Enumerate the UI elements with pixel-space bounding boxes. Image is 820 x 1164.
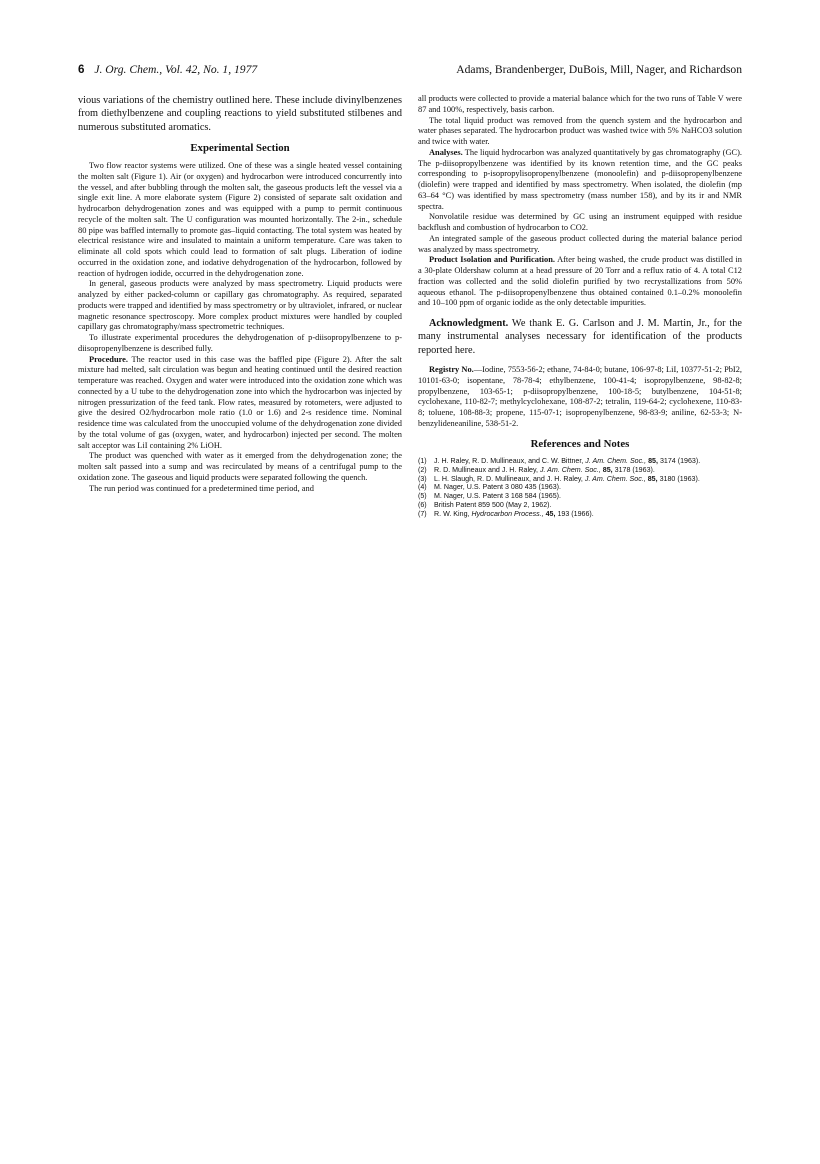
reference-volume: 85, bbox=[647, 474, 658, 483]
reference-number: (4) bbox=[418, 483, 427, 492]
analyses-paragraph bbox=[418, 148, 742, 213]
registry-paragraph bbox=[418, 365, 742, 430]
product-isolation-paragraph bbox=[418, 255, 742, 309]
reference-authors: R. W. King, bbox=[434, 510, 470, 519]
page-number: 6 bbox=[78, 63, 85, 76]
acknowledgment-text: We thank E. G. Carlson and J. M. Martin, Jr., for the many instrumental analyses necessary for identification of the products reported here. bbox=[418, 318, 743, 356]
reference-text bbox=[434, 501, 742, 509]
reference-volume: 45, bbox=[545, 510, 556, 519]
intro-paragraph: vious variations of the chemistry outlined here. These include divinylbenzenes from diethylbenzene and coupling reactions to yield substituted stilbenes and numerous substituted aromatics. bbox=[78, 95, 402, 133]
reference-item bbox=[418, 466, 742, 474]
reference-authors: R. D. Mullineaux and J. H. Raley, bbox=[434, 465, 538, 474]
right-paragraph-2: The total liquid product was removed from the quench system and the hydrocarbon and water phases separated. The hydrocarbon product was washed twice with 5% NaHCO3 solution and twice with water. bbox=[418, 115, 742, 146]
reference-volume: 85, bbox=[602, 465, 613, 474]
reference-text bbox=[434, 510, 742, 518]
reference-item bbox=[418, 492, 742, 500]
reference-number: (6) bbox=[418, 501, 427, 510]
acknowledgment-paragraph bbox=[418, 317, 742, 357]
reference-item bbox=[418, 457, 742, 465]
reference-item bbox=[418, 510, 742, 518]
reference-journal: J. Am. Chem. Soc., bbox=[585, 456, 647, 465]
reference-pages: 3174 (1963). bbox=[659, 456, 701, 465]
reference-number: (3) bbox=[418, 474, 427, 483]
experimental-paragraph-3: To illustrate experimental procedures the dehydrogenation of p-diisopropylbenzene to p-diisopropenylbenzene is described fully. bbox=[78, 333, 402, 353]
analyses-label: Analyses. bbox=[429, 147, 463, 157]
reference-authors: British Patent 859 500 (May 2, 1962). bbox=[434, 501, 552, 510]
reference-journal: J. Am. Chem. Soc., bbox=[584, 474, 646, 483]
procedure-paragraph bbox=[78, 355, 402, 452]
reference-authors: M. Nager, U.S. Patent 3 168 584 (1965). bbox=[434, 492, 561, 501]
reference-item bbox=[418, 483, 742, 491]
product-isolation-label: Product Isolation and Purification. bbox=[429, 255, 555, 265]
analyses-text: The liquid hydrocarbon was analyzed quantitatively by gas chromatography (GC). The p-diisopropylbenzene was identified by its known retention time, and the GC peaks corresponding to p-isopropylisopropenylbenzene (monoolefin) and p-diisopropenylbenzene (diolefin) were trapped and identified by mass spectrometry. When isolated, the diolefin (mp 63–64 °C) was identified by mass spectrometry (mass number 158), and by its ir and NMR spectra. bbox=[418, 147, 742, 211]
reference-number: (7) bbox=[418, 510, 427, 519]
reference-text bbox=[434, 466, 742, 474]
reference-pages: 3180 (1963). bbox=[659, 474, 700, 483]
reference-number: (1) bbox=[418, 456, 427, 465]
header-left bbox=[78, 63, 257, 76]
reference-text bbox=[434, 483, 742, 491]
reference-pages: 193 (1966). bbox=[557, 510, 594, 519]
right-paragraph-1: all products were collected to provide a material balance which for the two runs of Table V were 87 and 100%, respectively, basis carbon. bbox=[418, 94, 742, 114]
registry-text: —Iodine, 7553-56-2; ethane, 74-84-0; butane, 106-97-8; LiI, 10377-51-2; PbI2, 10101-63-0; isopentane, 78-78-4; ethylbenzene, 100-41-4; isopropylbenzene, 98-82-8; propylbenzene, 103-65-1; p-diisopropylbenzene, 100-18-5; butylbenzene, 104-51-8; cyclohexane, 110-82-7; methylcyclohexane, 108-87-2; tetralin, 119-64-2; cyclohexene, 110-83-8; toluene, 108-88-3; propene, 115-07-1; isopropenylbenzene, 98-83-9; aniline, 62-53-3; N-benzylideneaniline, 538-51-2. bbox=[418, 365, 743, 428]
reference-authors: L. H. Slaugh, R. D. Mullineaux, and J. H. Raley, bbox=[434, 474, 583, 483]
reference-authors: M. Nager, U.S. Patent 3 080 435 (1963). bbox=[434, 483, 561, 492]
reference-volume: 85, bbox=[648, 456, 658, 465]
reference-text bbox=[434, 457, 742, 465]
experimental-paragraph-2: In general, gaseous products were analyzed by mass spectrometry. Liquid products were analyzed by either packed-column or capillary gas chromatography. As required, separated products were trapped and identified by mass spectrometry or by ultraviolet, infrared, or nuclear magnetic resonance spectroscopy. More complex product mixtures were handled by coupled capillary gas chromatography/mass spectrometric techniques. bbox=[78, 279, 402, 332]
right-column bbox=[418, 94, 742, 519]
procedure-text: The reactor used in this case was the baffled pipe (Figure 2). After the salt mixture had melted, salt circulation was begun and heating continued until the desired reaction temperature was reached. Oxygen and water were introduced into the oxidation zone which was connected by a U tube to the dehydrogenation zone into which the hydrocarbon was injected by nitrogen pressurization of the feed tank. Flow rates, measured by rotometers, were adjusted to give the desired O2/hydrocarbon mole ratio (1.0 or 1.6) and 2-s residence time. Nominal residence time was calculated from the unoccupied volume of the dehydrogenation zone divided by the total volume of gas (oxygen, water, and hydrocarbon) injected per second. The molten salt acceptor was LiI containing 2% LiOH. bbox=[78, 354, 402, 450]
reference-item bbox=[418, 475, 742, 483]
reference-number: (5) bbox=[418, 492, 427, 501]
section-heading: Experimental Section bbox=[190, 142, 290, 155]
left-column bbox=[78, 94, 402, 494]
right-paragraph-5: An integrated sample of the gaseous product collected during the material balance period was analyzed by mass spectrometry. bbox=[418, 233, 742, 254]
running-header bbox=[78, 63, 742, 79]
reference-journal: J. Am. Chem. Soc., bbox=[539, 465, 601, 474]
references-list bbox=[418, 457, 742, 519]
reference-number: (2) bbox=[418, 465, 427, 474]
right-paragraph-4: Nonvolatile residue was determined by GC using an instrument equipped with residue backflush and combustion of hydrocarbon to CO2. bbox=[418, 212, 742, 232]
experimental-paragraph-1: Two flow reactor systems were utilized. One of these was a single heated vessel containing the molten salt (Figure 1). Air (or oxygen) and hydrocarbon were introduced concurrently into the vessel, and after bubbling through the molten salt, the gaseous products left the vessel via a single exit line. A more elaborate system (Figure 2) consisted of separate salt oxidation and hydrocarbon dehydrogenation zones and was equipped with a pump to permit continuous recycle of the molten salt. The U configuration was mounted horizontally. The 2-in., schedule 80 pipe was baffled internally to promote gas–liquid contacting. The total system was heated by electrical resistance wire and insulated to maintain a uniform temperature. Care was taken to eliminate all cold spots which could lead to formation of salt plugs. Liberation of iodine occurred in the oxidation zone, and iodative dehydrogenation of the hydrocarbon, followed by reaction of hydrogen iodide, occurred in the dehydrogenation zone. bbox=[78, 161, 402, 278]
journal-citation: J. Org. Chem., Vol. 42, No. 1, 1977 bbox=[94, 63, 258, 76]
procedure-label: Procedure. bbox=[89, 354, 128, 364]
product-isolation-text: After being washed, the crude product was distilled in a 30-plate Oldershaw column at a head pressure of 20 Torr and a reflux ratio of 4. A total C12 fraction was collected and the solid diolefin purified by two recrystallizations from 50% aqueous ethanol. The p-diisopropenylbenzene thus obtained contained 0.1–0.2% monoolefin and 10–100 ppm of organic iodide as the only detectable impurities. bbox=[418, 255, 742, 308]
references-heading: References and Notes bbox=[530, 437, 630, 450]
reference-text bbox=[434, 475, 742, 483]
experimental-paragraph-5: The product was quenched with water as it emerged from the dehydrogenation zone; the molten salt passed into a sump and was recirculated by means of a centrifugal pump to the oxidation zone. The gaseous and liquid products were separated following the quench. bbox=[78, 451, 402, 482]
acknowledgment-label: Acknowledgment. bbox=[429, 318, 509, 329]
reference-item bbox=[418, 501, 742, 509]
registry-label: Registry No. bbox=[429, 365, 474, 375]
reference-text bbox=[434, 492, 742, 500]
header-authors: Adams, Brandenberger, DuBois, Mill, Nager, and Richardson bbox=[456, 63, 742, 76]
experimental-paragraph-6: The run period was continued for a predetermined time period, and bbox=[89, 483, 314, 493]
reference-journal: Hydrocarbon Process., bbox=[471, 510, 544, 519]
reference-authors: J. H. Raley, R. D. Mullineaux, and C. W. Bittner, bbox=[434, 456, 584, 465]
reference-pages: 3178 (1963). bbox=[614, 465, 655, 474]
